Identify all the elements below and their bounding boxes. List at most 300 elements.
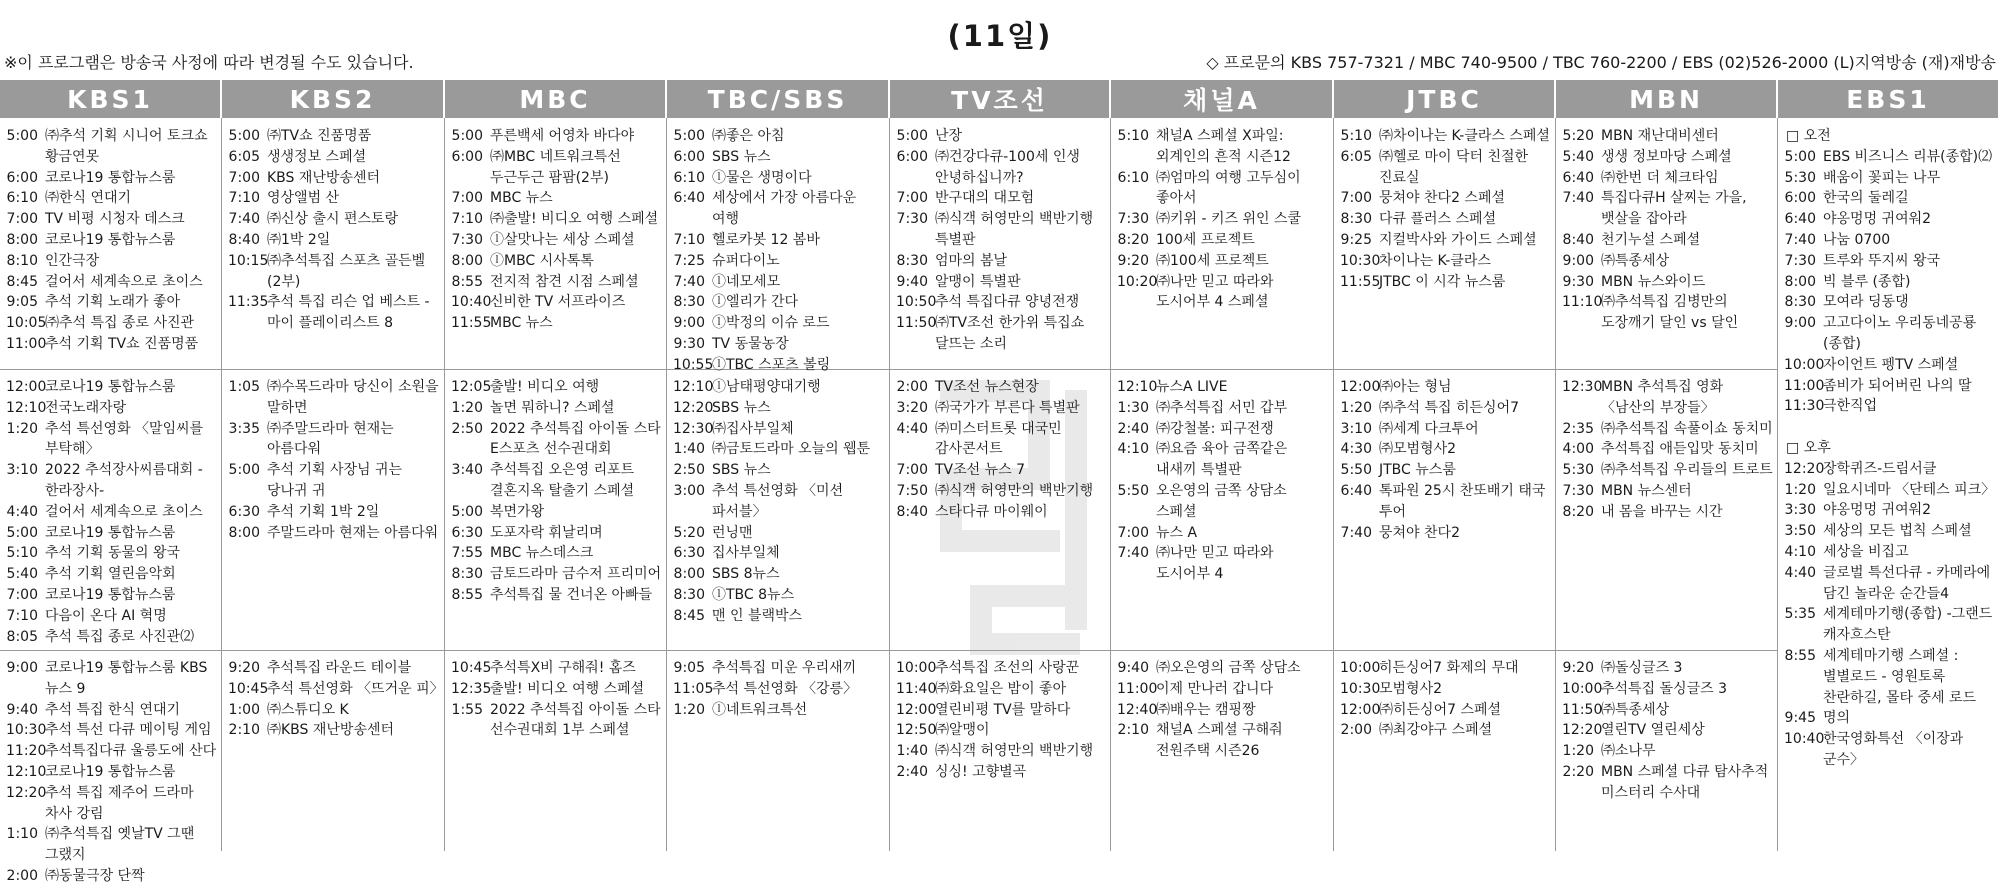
program-title: ⓛ엘리가 간다	[712, 294, 799, 311]
program-entry	[6, 419, 218, 461]
program-title: 스타다큐 마이웨이	[935, 503, 1048, 520]
program-time: 1:00	[228, 701, 260, 718]
program-title: 일요시네마 〈단테스 피크〉	[1823, 481, 1996, 498]
program-time: 11:55	[1340, 273, 1381, 290]
program-time: 11:00	[6, 335, 47, 352]
program-entry	[673, 700, 886, 721]
program-title: 모여라 딩동댕	[1823, 294, 1909, 311]
program-title: 뉴스 A	[1156, 524, 1198, 541]
program-time: 7:30	[1784, 252, 1816, 269]
program-entry	[1340, 377, 1552, 398]
program-time: 8:00	[228, 524, 260, 541]
program-entry	[673, 251, 886, 272]
program-title: MBN 재난대비센터	[1601, 128, 1719, 144]
program-entry	[896, 419, 1107, 461]
program-time: 10:30	[1340, 680, 1381, 697]
program-time: 6:00	[1784, 190, 1816, 207]
program-entry	[6, 292, 218, 313]
program-title: 집사부일체	[712, 545, 780, 562]
program-time: 11:55	[451, 315, 492, 332]
program-entry	[1784, 209, 1996, 230]
program-time: 9:05	[673, 660, 705, 676]
schedule-block-kbs2	[222, 654, 445, 851]
program-time: 4:10	[1117, 441, 1149, 458]
channel-header-tv-chosun: TV조선	[890, 80, 1111, 118]
program-title: ㈜TV쇼 진품명품	[267, 128, 372, 144]
program-time: 9:00	[1562, 252, 1594, 269]
program-time: 9:00	[673, 315, 705, 332]
program-time: 5:00	[6, 524, 38, 541]
program-entry	[1784, 188, 1996, 209]
program-time: 12:05	[451, 379, 492, 395]
program-title: ㈜신상 출시 편스토랑	[267, 211, 399, 228]
program-time: 5:50	[1340, 462, 1372, 479]
program-title: 전지적 참견 시점 스페셜	[490, 273, 639, 290]
program-title: 글로벌 특선다큐 - 카메라에 담긴 놀라운 순간들4	[1823, 564, 1991, 602]
program-entry	[673, 230, 886, 251]
program-time: 5:00	[451, 503, 483, 520]
program-time: 1:20	[673, 701, 705, 718]
program-entry	[673, 439, 886, 460]
program-time: 12:20	[1784, 460, 1825, 477]
program-title: 코로나19 통합뉴스룸	[45, 763, 176, 780]
program-title: ㈜MBC 네트워크특선 두근두근 팜팜(2부)	[490, 148, 621, 186]
program-time	[1784, 417, 1816, 438]
program-entry	[451, 679, 663, 700]
program-entry	[6, 762, 218, 783]
program-entry	[6, 334, 218, 355]
program-time: 6:00	[896, 148, 928, 165]
program-entry	[6, 720, 218, 741]
program-entry	[6, 585, 218, 606]
schedule-block-jtbc	[1334, 373, 1556, 650]
program-title: ⓛ네모세모	[712, 273, 781, 290]
program-time: 2:35	[1562, 420, 1594, 437]
program-entry	[673, 481, 886, 523]
schedule-block-tv-chosun	[890, 373, 1111, 650]
program-entry	[451, 292, 663, 313]
program-time: 11:10	[1562, 294, 1603, 311]
program-title: 추석 특선영화 〈뜨거운 피〉	[267, 680, 444, 697]
program-title: 열린비평 TV를 말하다	[935, 701, 1071, 718]
program-time: 5:20	[673, 524, 705, 541]
program-time: 4:10	[1784, 543, 1816, 560]
program-entry	[228, 230, 441, 251]
program-entry	[1562, 188, 1774, 230]
schedule-block-kbs1	[0, 654, 222, 884]
program-time: 10:50	[896, 294, 937, 311]
program-entry	[451, 398, 663, 419]
program-entry	[673, 188, 886, 230]
program-time: 11:35	[228, 294, 269, 311]
program-time: 9:40	[1117, 660, 1149, 676]
program-entry	[6, 272, 218, 293]
program-title: ㈜TV조선 한가위 특집쇼 달뜨는 소리	[935, 315, 1085, 352]
program-title: 야옹멍멍 귀여워2	[1823, 502, 1932, 519]
program-entry	[1340, 460, 1552, 481]
program-entry	[6, 866, 218, 887]
schedule-block-mbc	[445, 654, 667, 851]
program-title: 열린TV 열린세상	[1601, 722, 1705, 739]
program-title: 추석 기획 1박 2일	[267, 503, 380, 520]
program-time: 4:00	[1562, 441, 1594, 458]
channel-header-channel-a: 채널A	[1111, 80, 1334, 118]
program-title: 반구대의 대모험	[935, 190, 1035, 207]
program-time: 11:50	[896, 315, 937, 332]
program-time: 7:40	[1562, 190, 1594, 207]
program-entry	[228, 523, 441, 544]
program-title: ㈜특종세상	[1601, 701, 1670, 718]
program-time: 9:30	[673, 335, 705, 352]
program-title: ⓛ박정의 이슈 로드	[712, 315, 830, 332]
program-time: 11:05	[673, 680, 714, 697]
program-time: 5:20	[1562, 128, 1594, 144]
program-entry	[6, 251, 218, 272]
program-time: 6:40	[1784, 211, 1816, 228]
program-time: 11:00	[1117, 680, 1158, 697]
program-time: 1:05	[228, 379, 260, 395]
program-time: 5:35	[1784, 606, 1816, 623]
program-entry	[1117, 700, 1330, 721]
program-time: 6:05	[1340, 148, 1372, 165]
program-title: 코로나19 통합뉴스룸	[45, 524, 176, 541]
program-title: KBS 재난방송센터	[267, 169, 381, 186]
program-title: 뭉쳐야 찬다2 스페셜	[1379, 190, 1505, 207]
program-title: 뉴스A LIVE	[1156, 379, 1228, 395]
program-entry	[228, 126, 441, 147]
program-time: 8:55	[1784, 647, 1816, 664]
program-title: 헬로카봇 12 봄바	[712, 231, 820, 248]
program-time: 10:15	[228, 252, 269, 269]
program-time: 12:00	[896, 701, 937, 718]
program-time: 11:20	[6, 743, 47, 760]
program-time: 9:20	[228, 660, 260, 676]
program-time: 12:10	[673, 379, 714, 395]
program-time: 2:50	[451, 420, 483, 437]
schedule-block-mbc	[445, 122, 667, 369]
schedule-block-ebs1	[1778, 122, 2000, 851]
program-entry	[228, 419, 441, 461]
program-time: 8:30	[451, 566, 483, 583]
program-title: ⓛ남태평양대기행	[712, 379, 821, 395]
program-title: 추석특집 돌싱글즈 3	[1601, 680, 1727, 697]
program-entry	[451, 564, 663, 585]
program-entry	[451, 523, 663, 544]
program-time: 2:50	[673, 462, 705, 479]
program-title: ⓛTBC 8뉴스	[712, 586, 795, 603]
program-time: 9:05	[6, 294, 38, 311]
schedule-block-channel-a	[1111, 373, 1334, 650]
program-entry	[1562, 419, 1774, 440]
schedule-block-mbc	[445, 373, 667, 650]
program-title: ㈜건강다큐-100세 인생 안녕하십니까?	[935, 148, 1080, 186]
channel-header-jtbc: JTBC	[1334, 80, 1556, 118]
program-title: 생생 정보마당 스페셜	[1601, 148, 1732, 165]
program-title: TV조선 뉴스 7	[935, 462, 1026, 479]
schedule-block-tv-chosun	[890, 654, 1111, 851]
program-entry	[1340, 209, 1552, 230]
program-entry	[1784, 251, 1996, 272]
program-title: 세계테마기행(종합) -그랜드 캐자흐스탄	[1823, 606, 1993, 644]
program-title: ㈜추석특집 우리들의 트로트	[1601, 462, 1773, 479]
program-time: 6:10	[1117, 169, 1149, 186]
program-title: ㈜금토드라마 오늘의 웹툰	[712, 441, 871, 458]
row-divider	[0, 369, 1778, 370]
program-title: ㈜화요일은 밤이 좋아	[935, 680, 1067, 697]
program-entry	[451, 502, 663, 523]
program-entry	[1784, 459, 1996, 480]
program-title: 추석 특집 종로 사진관⑵	[45, 628, 195, 645]
program-time: 10:45	[451, 660, 492, 676]
program-title: 채널A 스페셜 X파일: 외계인의 흔적 시즌12	[1156, 128, 1291, 165]
program-time: 5:10	[1117, 128, 1149, 144]
program-time: 8:45	[673, 607, 705, 624]
program-entry	[451, 543, 663, 564]
program-time: 7:00	[1340, 190, 1372, 207]
program-time: 5:00	[1784, 148, 1816, 165]
program-title: JTBC 이 시각 뉴스룸	[1379, 273, 1506, 290]
program-title: ㈜스튜디오 K	[267, 701, 349, 718]
program-title: ㈜식객 허영만의 백반기행	[935, 743, 1094, 760]
program-time: 3:00	[673, 482, 705, 499]
program-time: 5:00	[673, 128, 705, 144]
program-entry	[228, 377, 441, 419]
program-title: 추석 기획 노래가 좋아	[45, 294, 181, 311]
program-title: ㈜집사부일체	[712, 420, 794, 437]
program-entry	[1117, 398, 1330, 419]
program-title: 추석특집 애듣입맛 동치미	[1601, 441, 1759, 458]
channel-header-mbc: MBC	[445, 80, 667, 118]
program-time: 2:00	[1340, 722, 1372, 739]
program-title: ㈜추석특집 속풀이쇼 동치미	[1601, 420, 1773, 437]
program-title: 모범형사2	[1379, 680, 1443, 697]
program-time: 5:40	[6, 566, 38, 583]
program-entry	[6, 188, 218, 209]
program-title: TV조선 뉴스현장	[935, 379, 1039, 395]
program-title: MBN 추석특집 영화 〈남산의 부장들〉	[1601, 379, 1724, 416]
program-entry	[1784, 396, 1996, 417]
program-title: 출발! 비디오 여행	[490, 379, 600, 395]
program-entry	[451, 230, 663, 251]
program-entry	[1784, 646, 1996, 708]
program-time: 9:20	[1117, 252, 1149, 269]
program-entry	[6, 209, 218, 230]
program-entry	[896, 209, 1107, 251]
program-time: 1:20	[1340, 399, 1372, 416]
program-time: 10:05	[6, 315, 47, 332]
section-label: □ 오전	[1786, 128, 1831, 144]
program-entry	[451, 700, 663, 742]
program-title: JTBC 뉴스룸	[1379, 462, 1456, 479]
channel-header-tbc-sbs: TBC/SBS	[667, 80, 890, 118]
program-time: 9:30	[1562, 273, 1594, 290]
program-entry	[1784, 708, 1996, 729]
channel-header-mbn: MBN	[1556, 80, 1778, 118]
program-title: MBN 스페셜 다큐 탐사추적 미스터리 수사대	[1601, 763, 1769, 801]
program-time: 12:20	[1562, 722, 1603, 739]
program-title: ㈜식객 허영만의 백반기행 특별판	[935, 211, 1094, 248]
program-title: ㈜추석특집 옛날TV 그땐 그랬지	[45, 826, 195, 864]
program-time: 2:00	[896, 379, 928, 395]
program-time: 8:55	[451, 586, 483, 603]
schedule-block-kbs2	[222, 122, 445, 369]
program-title: 다큐 플러스 스페셜	[1379, 211, 1497, 228]
program-entry	[6, 658, 218, 700]
program-title: 싱싱! 고향별곡	[935, 763, 1027, 780]
program-time: 10:00	[1340, 660, 1381, 676]
program-entry	[1562, 762, 1774, 804]
program-time: 3:20	[896, 399, 928, 416]
program-title: 걸어서 세계속으로 초이스	[45, 503, 203, 520]
program-time: 5:30	[1562, 462, 1594, 479]
program-title: ⓛTBC 스포츠 볼링	[712, 356, 831, 373]
program-time: 12:20	[6, 784, 47, 801]
program-time: 7:40	[1340, 524, 1372, 541]
program-time: 1:20	[1784, 481, 1816, 498]
program-time: 8:20	[1117, 231, 1149, 248]
program-time: 5:50	[1117, 482, 1149, 499]
program-time: 5:00	[228, 462, 260, 479]
program-title: 엄마의 봄날	[935, 252, 1008, 269]
program-entry	[673, 168, 886, 189]
program-time: 5:00	[896, 128, 928, 144]
program-entry	[673, 272, 886, 293]
program-title: 추석특집 조선의 사랑꾼	[935, 660, 1080, 676]
program-title: 추석 특집다큐 양녕전쟁	[935, 294, 1080, 311]
section-label: □ 오후	[1786, 439, 1831, 456]
program-title: 추석 특집 한식 연대기	[45, 701, 181, 718]
program-title: 2022 추석장사씨름대회 -한라장사-	[45, 462, 203, 499]
program-entry	[1117, 230, 1330, 251]
program-time: 9:00	[6, 660, 38, 676]
program-title: 추석 기획 열린음악회	[45, 566, 176, 583]
program-time: 7:10	[6, 607, 38, 624]
program-entry	[896, 398, 1107, 419]
program-time: 7:50	[896, 482, 928, 499]
program-title: ㈜요즘 육아 금쪽같은 내새끼 특별판	[1156, 441, 1288, 479]
program-title: EBS 비즈니스 리뷰(종합)⑵	[1823, 148, 1993, 165]
program-title: ㈜배우는 캠핑짱	[1156, 701, 1256, 718]
schedule-block-mbn	[1556, 373, 1778, 650]
program-time: 12:40	[1117, 701, 1158, 718]
program-entry	[1340, 272, 1552, 293]
program-time: 9:00	[1784, 315, 1816, 332]
program-title: 2022 추석특집 아이돌 스타 E스포츠 선수권대회	[490, 420, 661, 458]
page-title: (11일)	[947, 19, 1053, 53]
program-entry	[1117, 658, 1330, 679]
program-time: 7:00	[6, 211, 38, 228]
program-title: 톡파원 25시 찬또배기 태국 투어	[1379, 482, 1546, 520]
program-time: 8:10	[6, 252, 38, 269]
program-entry	[6, 523, 218, 544]
program-entry	[896, 188, 1107, 209]
program-entry	[1562, 168, 1774, 189]
program-entry	[673, 606, 886, 627]
program-time: 12:00	[6, 379, 47, 395]
program-time: 6:30	[451, 524, 483, 541]
program-time: 7:30	[896, 211, 928, 228]
program-time: 9:45	[1784, 710, 1816, 727]
program-title: 채널A 스페셜 구해줘 전원주택 시즌26	[1156, 722, 1283, 760]
program-entry	[6, 700, 218, 721]
program-time: 6:30	[228, 503, 260, 520]
program-entry	[1340, 439, 1552, 460]
program-title: ㈜동물극장 단짝	[45, 867, 145, 884]
program-entry	[6, 230, 218, 251]
program-entry	[451, 251, 663, 272]
program-entry	[1117, 168, 1330, 210]
program-entry	[1340, 230, 1552, 251]
program-entry	[1117, 126, 1330, 168]
channel-header-kbs1: KBS1	[0, 80, 222, 118]
program-time: 5:10	[6, 545, 38, 562]
program-time: 11:50	[1562, 701, 1603, 718]
program-entry	[228, 251, 441, 293]
program-title: ⓛMBC 시사톡톡	[490, 252, 594, 269]
program-time: 8:30	[1340, 211, 1372, 228]
program-time: 2:20	[1562, 763, 1594, 780]
program-title: 추석 특집 리슨 업 베스트 -마이 플레이리스트 8	[267, 294, 430, 332]
program-time: 7:40	[228, 211, 260, 228]
program-title: ㈜나만 믿고 따라와 도시어부 4	[1156, 545, 1274, 583]
program-time: 11:30	[1784, 398, 1825, 415]
program-title: ㈜추석 특집 히든싱어7	[1379, 399, 1519, 416]
program-entry	[1562, 439, 1774, 460]
program-entry	[228, 658, 441, 679]
schedule-block-jtbc	[1334, 122, 1556, 369]
program-title: 다음이 온다 AI 혁명	[45, 607, 167, 624]
program-entry	[1784, 168, 1996, 189]
program-entry	[1784, 230, 1996, 251]
program-entry	[1117, 523, 1330, 544]
program-time: 3:10	[6, 462, 38, 479]
program-title: 금토드라마 금수저 프리미어	[490, 566, 662, 583]
program-entry	[1784, 355, 1996, 376]
program-entry	[673, 147, 886, 168]
program-time: 9:40	[896, 273, 928, 290]
program-time: 10:40	[451, 294, 492, 311]
program-title: ㈜소나무	[1601, 743, 1656, 760]
program-entry	[896, 272, 1107, 293]
program-title: ㈜히든싱어7 스페셜	[1379, 701, 1502, 718]
program-title: 야옹멍멍 귀여워2	[1823, 211, 1932, 228]
program-title: MBN 뉴스와이드	[1601, 273, 1706, 290]
program-entry	[673, 334, 886, 355]
program-entry	[228, 502, 441, 523]
program-time: 8:00	[451, 252, 483, 269]
schedule-block-kbs2	[222, 373, 445, 650]
program-time: 8:30	[673, 294, 705, 311]
program-title: 지컬박사와 가이드 스페셜	[1379, 231, 1537, 248]
program-entry	[1117, 481, 1330, 523]
program-title: 뭉쳐야 찬다2	[1379, 524, 1460, 541]
program-time: 4:30	[1340, 441, 1372, 458]
program-entry	[6, 398, 218, 419]
program-time: 7:40	[1117, 545, 1149, 562]
program-entry	[1340, 481, 1552, 523]
program-time: 6:05	[228, 148, 260, 165]
program-title: ㈜추석 특집 종로 사진관	[45, 315, 195, 332]
program-entry	[1117, 439, 1330, 481]
program-title: ㈜최강야구 스페셜	[1379, 722, 1493, 739]
program-title: 난장	[935, 128, 963, 144]
program-title: 세상에서 가장 아름다운 여행	[712, 190, 857, 228]
program-title: SBS 뉴스	[712, 148, 771, 165]
program-time: 1:40	[673, 441, 705, 458]
program-entry	[1562, 272, 1774, 293]
program-title: ㈜국가가 부른다 특별판	[935, 399, 1080, 416]
program-entry	[451, 313, 663, 334]
